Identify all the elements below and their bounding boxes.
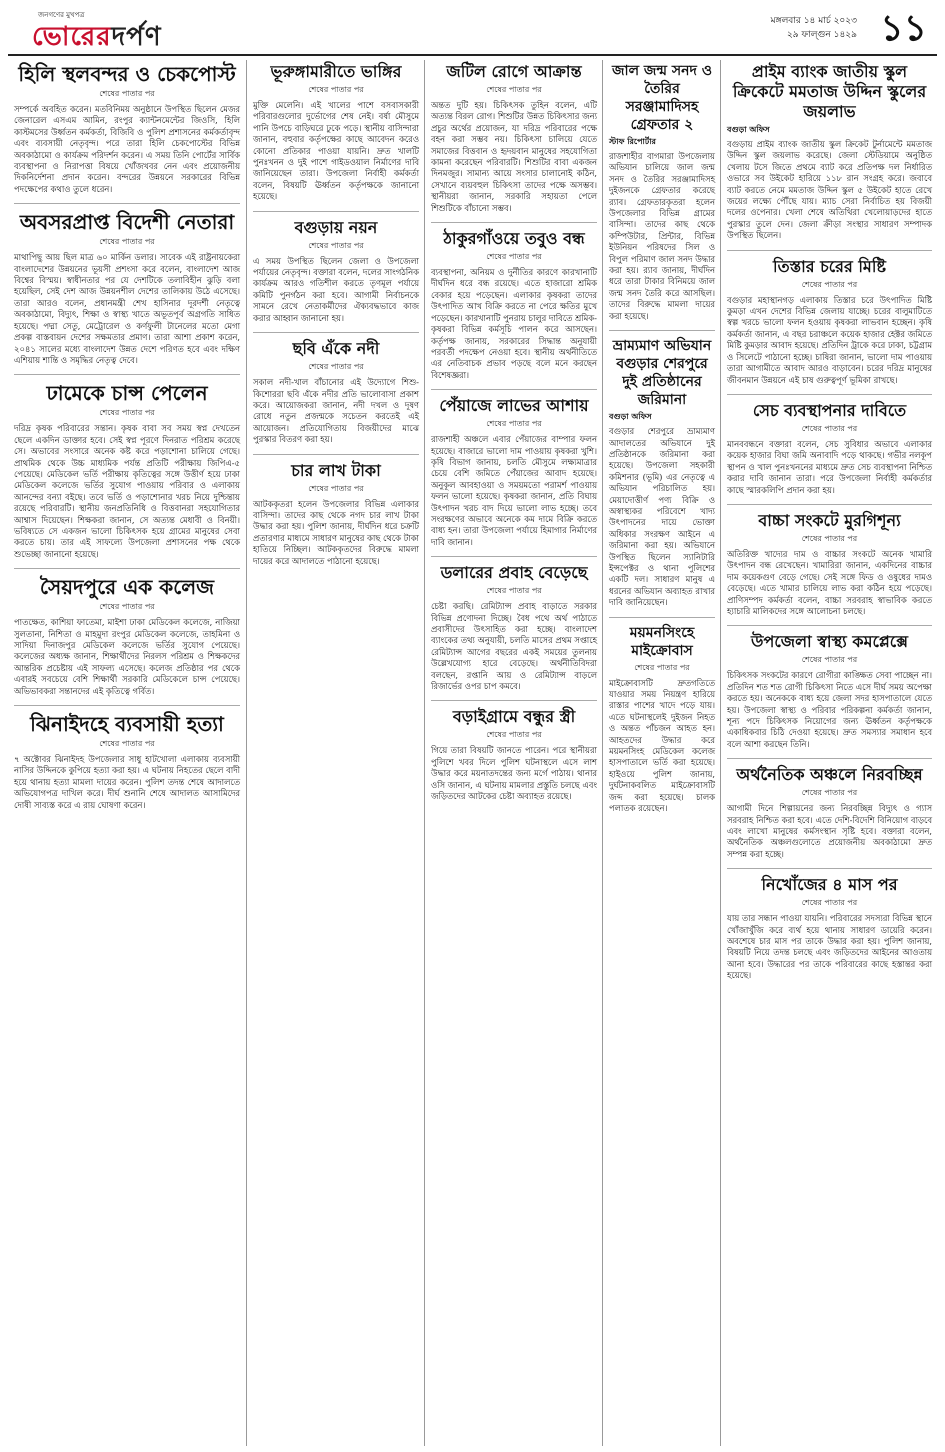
article-chobi bbox=[253, 339, 419, 445]
article-body: মানববন্ধনে বক্তারা বলেন, সেচ সুবিধার অভাবে এলাকার কয়েক হাজার বিঘা জমি অনাবাদি পড়ে থাকছে। গভীর নলকূপ স্থাপন ও খাল পুনঃখননের মাধ্যমে দ্রুত সেচ ব্যবস্থাপনা নিশ্চিত করার দাবি জানান তারা। পরে উপজেলা নির্বাহী কর্মকর্তার কাছে স্মারকলিপি প্রদান করা হয়। bbox=[727, 438, 932, 495]
byline: স্টাফ রিপোর্টার bbox=[609, 136, 656, 146]
divider bbox=[14, 374, 240, 375]
article-body: চিকিৎসক সংকটের কারণে রোগীরা কাঙ্ক্ষিত সেবা পাচ্ছেন না। প্রতিদিন শত শত রোগী চিকিৎসা নিতে এসে দীর্ঘ সময় অপেক্ষা করতে হয়। অনেককে বাধ্য হয়ে জেলা সদর হাসপাতালে যেতে হয়। উপজেলা স্বাস্থ্য ও পরিবার পরিকল্পনা কর্মকর্তা জানান, শূন্য পদে চিকিৎসক নিয়োগের জন্য ঊর্ধ্বতন কর্তৃপক্ষকে একাধিকবার চিঠি দেওয়া হয়েছে। দ্রুত সমস্যার সমাধান হবে বলে আশা করছেন তিনি। bbox=[727, 670, 932, 749]
divider bbox=[609, 617, 715, 618]
article-body: পাতক্ষেত, কাশিয়া ফাতেমা, মাইশা ঢাকা মেডিকেল কলেজে, নাজিয়া সুলতানা, নিশিতা ও মাহমুদা রংপুর মেডিকেল কলেজে, তাহমিনা ও সাদিয়া দিনাজপুর মেডিকেল কলেজে ভর্তির সুযোগ পেয়েছে। কলেজের অধ্যক্ষ জানান, শিক্ষার্থীদের নিরলস পরিশ্রম ও শিক্ষকদের আন্তরিক প্রচেষ্টায় এই সাফল্য এসেছে। কলেজ প্রতিষ্ঠার পর থেকে এবারই সবচেয়ে বেশি শিক্ষার্থী সরকারি মেডিকেলে চান্স পেয়েছে। অভিভাবকরা সন্তানদের এই কৃতিত্বে গর্বিত। bbox=[14, 617, 240, 696]
article-body: আটককৃতরা হলেন উপজেলার বিভিন্ন এলাকার বাসিন্দা। তাদের কাছ থেকে নগদ চার লাখ টাকা উদ্ধার করা হয়। পুলিশ জানায়, দীর্ঘদিন ধরে চক্রটি প্রতারণার মাধ্যমে সাধারণ মানুষের কাছ থেকে টাকা হাতিয়ে নিচ্ছিল। আটককৃতদের বিরুদ্ধে মামলা দায়ের করে আদালতে পাঠানো হয়েছে। bbox=[253, 498, 419, 566]
divider bbox=[727, 394, 932, 395]
headline: ভ্রাম্যমাণ অভিযান বগুড়ার শেরপুরে দুই প্রতিষ্ঠানের জরিমানা bbox=[612, 338, 712, 409]
article-borotila bbox=[431, 707, 597, 802]
article-body: চেষ্টা করছি। রেমিট্যান্স প্রবাহ বাড়াতে সরকার বিভিন্ন প্রণোদনা দিচ্ছে। বৈধ পথে অর্থ পাঠাতে প্রবাসীদের উৎসাহিত করা হচ্ছে। বাংলাদেশ ব্যাংকের তথ্য অনুযায়ী, চলতি মাসের প্রথম সপ্তাহে রেমিট্যান্স আগের বছরের একই সময়ের তুলনায় উল্লেখযোগ্য হারে বেড়েছে। অর্থনীতিবিদরা বলছেন, রপ্তানি আয় ও রেমিট্যান্স বাড়লে রিজার্ভের ওপর চাপ কমবে। bbox=[431, 601, 597, 692]
divider bbox=[727, 758, 932, 759]
continued-label: শেষের পাতার পর bbox=[486, 252, 542, 262]
headline: বগুড়ায় নয়ন bbox=[294, 217, 378, 237]
continued-label: শেষের পাতার পর bbox=[99, 237, 155, 247]
article-body: যায় তার সন্ধান পাওয়া যায়নি। পরিবারের সদস্যরা বিভিন্ন স্থানে খোঁজাখুঁজি করে ব্যর্থ হয়ে থানায় সাধারণ ডায়েরি করেন। অবশেষে চার মাস পর তাকে উদ্ধার করা হয়। পুলিশ জানায়, বিষয়টি নিয়ে তদন্ত চলছে এবং জড়িতদের আইনের আওতায় আনা হবে। উদ্ধারের পর তাকে পরিবারের কাছে হস্তান্তর করা হয়েছে। bbox=[727, 913, 932, 981]
newspaper-page bbox=[8, 6, 937, 1446]
divider bbox=[727, 625, 932, 626]
article-saidpur bbox=[14, 575, 240, 697]
article-body: ব্যবস্থাপনা, অনিয়ম ও দুর্নীতির কারণে কারখানাটি দীর্ঘদিন ধরে বন্ধ রয়েছে। এতে হাজারো শ্রমিক বেকার হয়ে পড়েছেন। এলাকার কৃষকরা তাদের উৎপাদিত আখ বিক্রি করতে না পেরে ক্ষতির মুখে পড়েছেন। কারখানাটি পুনরায় চালুর দাবিতে শ্রমিক-কৃষকরা বিভিন্ন কর্মসূচি পালন করে আসছেন। কর্তৃপক্ষ জানায়, সরকারের সিদ্ধান্ত অনুযায়ী পরবর্তী পদক্ষেপ নেওয়া হবে। স্থানীয় অর্থনীতিতে এর নেতিবাচক প্রভাব পড়ছে বলে মনে করছেন বিশেষজ্ঞরা। bbox=[431, 267, 597, 380]
headline: চার লাখ টাকা bbox=[291, 460, 381, 480]
divider bbox=[727, 504, 932, 505]
article-hili bbox=[14, 62, 240, 195]
divider bbox=[727, 250, 932, 251]
article-upazila bbox=[727, 632, 932, 750]
continued-label: শেষের পাতার পর bbox=[99, 602, 155, 612]
continued-label: শেষের পাতার পর bbox=[308, 362, 364, 372]
article-dollar bbox=[431, 563, 597, 692]
divider bbox=[431, 222, 597, 223]
headline: বাচ্চা সংকটে মুরগিশূন্য bbox=[758, 510, 901, 530]
article-nikhoj bbox=[727, 875, 932, 981]
headline: ঝিনাইদহে ব্যবসায়ী হত্যা bbox=[30, 712, 224, 737]
column-3 bbox=[424, 60, 603, 1446]
logo-right: দর্পণ bbox=[111, 22, 162, 52]
article-tista bbox=[727, 257, 932, 386]
article-body: রাজশাহীর বাগমারা উপজেলায় অভিযান চালিয়ে জাল জন্ম সনদ ও তৈরির সরঞ্জামাদিসহ দুইজনকে গ্রেফতার করেছে র‌্যাব। গ্রেফতারকৃতরা হলেন উপজেলার বিভিন্ন গ্রামের বাসিন্দা। তাদের কাছ থেকে কম্পিউটার, প্রিন্টার, বিভিন্ন ইউনিয়ন পরিষদের সিল ও বিপুল পরিমাণ জাল সনদ উদ্ধার করা হয়। র‌্যাব জানায়, দীর্ঘদিন ধরে তারা টাকার বিনিময়ে জাল জন্ম সনদ তৈরি করে আসছিল। তাদের বিরুদ্ধে মামলা দায়ের করা হয়েছে। bbox=[609, 151, 715, 321]
divider bbox=[253, 211, 419, 212]
article-body: আগামী দিনে শিল্পায়নের জন্য নিরবচ্ছিন্ন বিদ্যুৎ ও গ্যাস সরবরাহ নিশ্চিত করা হবে। এতে দেশি-বিদেশি বিনিয়োগ বাড়বে এবং লাখো মানুষের কর্মসংস্থান সৃষ্টি হবে। বক্তারা বলেন, অর্থনৈতিক অঞ্চলগুলোতে প্রয়োজনীয় অবকাঠামো দ্রুত সম্পন্ন করা হচ্ছে। bbox=[727, 803, 932, 859]
divider bbox=[14, 203, 240, 204]
article-orthonoitik bbox=[727, 765, 932, 860]
continued-label: শেষের পাতার পর bbox=[801, 788, 858, 798]
continued-label: শেষের পাতার পর bbox=[486, 85, 542, 94]
article-body: বগুড়ার মহাস্থানগড় এলাকায় তিস্তার চরে উৎপাদিত মিষ্টি কুমড়া এখন দেশের বিভিন্ন জেলায় যাচ্ছে। চরের বালুমাটিতে স্বল্প খরচে ভালো ফলন হওয়ায় কৃষকরা লাভবান হচ্ছেন। কৃষি কর্মকর্তা জানান, এ বছর চরাঞ্চলে কয়েক হাজার হেক্টর জমিতে মিষ্টি কুমড়ার আবাদ হয়েছে। প্রতিদিন ট্রাকে করে ঢাকা, চট্টগ্রাম ও সিলেটে পাঠানো হচ্ছে। চাষিরা জানান, ভালো দাম পাওয়ায় তারা আগামীতে আবাদ আরও বাড়াবেন। চরের দরিদ্র মানুষের জীবনমান উন্নয়নে এই চাষ গুরুত্বপূর্ণ ভূমিকা রাখছে। bbox=[727, 294, 932, 385]
column-4 bbox=[602, 60, 721, 1446]
date-gregorian: মঙ্গলবার ১৪ মার্চ ২০২৩ bbox=[770, 16, 857, 26]
byline: বগুড়া অফিস bbox=[609, 411, 652, 422]
continued-label: শেষের পাতার পর bbox=[308, 483, 364, 493]
continued-label: শেষের পাতার পর bbox=[486, 586, 542, 596]
article-jotil bbox=[431, 62, 597, 214]
continued-label: শেষের পাতার পর bbox=[801, 533, 858, 543]
continued-label: শেষের পাতার পর bbox=[801, 423, 858, 433]
article-body: রাজশাহী অঞ্চলে এবার পেঁয়াজের বাম্পার ফলন হয়েছে। বাজারে ভালো দাম পাওয়ায় কৃষকরা খুশি। কৃষি বিভাগ জানায়, চলতি মৌসুমে লক্ষ্যমাত্রার চেয়ে বেশি জমিতে পেঁয়াজের আবাদ হয়েছে। অনুকূল আবহাওয়া ও সময়মতো পরামর্শ পাওয়ায় ফলন ভালো হয়েছে। কৃষকরা জানান, প্রতি বিঘায় উৎপাদন খরচ বাদ দিয়ে ভালো লাভ হচ্ছে। তবে সংরক্ষণের অভাবে অনেকে কম দামে বিক্রি করতে বাধ্য হন। তারা উপজেলা পর্যায়ে হিমাগার নির্মাণের দাবি জানান। bbox=[431, 434, 597, 547]
article-dhaka bbox=[14, 381, 240, 560]
headline: অবসরপ্রাপ্ত বিদেশী নেতারা bbox=[19, 210, 235, 235]
article-body: ৭ অক্টোবর ঝিনাইদহ উপজেলার সাধু হাটখোলা এলাকায় ব্যবসায়ী নাসির উদ্দিনকে কুপিয়ে হত্যা করা হয়। এ ঘটনায় নিহতের ছেলে বাদী হয়ে থানায় হত্যা মামলা দায়ের করেন। পুলিশ তদন্ত শেষে আদালতে অভিযোগপত্র দাখিল করে। দীর্ঘ শুনানি শেষে আদালত আসামিদের দোষী সাব্যস্ত করে এ রায় ঘোষণা করেন। bbox=[14, 754, 240, 810]
continued-label: শেষের পাতার পর bbox=[99, 739, 155, 749]
headline: হিলি স্থলবন্দর ও চেকপোস্ট bbox=[18, 62, 236, 86]
headline: ছবি এঁকে নদী bbox=[292, 339, 380, 359]
headline: নিখোঁজের ৪ মাস পর bbox=[761, 875, 898, 895]
continued-label: শেষের পাতার পর bbox=[486, 730, 542, 740]
date-bangla: ২৯ ফাল্গুন ১৪২৯ bbox=[786, 30, 857, 40]
headline: সেচ ব্যবস্থাপনার দাবিতে bbox=[752, 400, 907, 420]
article-thakurgaon bbox=[431, 229, 597, 381]
divider bbox=[253, 332, 419, 333]
article-body: অন্তত দুটি হয়। চিকিৎসক তুহিন বলেন, এটি অত্যন্ত বিরল রোগ। শিশুটির উন্নত চিকিৎসার জন্য প্রচুর অর্থের প্রয়োজন, যা দরিদ্র পরিবারের পক্ষে বহন করা সম্ভব নয়। চিকিৎসা চালিয়ে যেতে সমাজের বিত্তবান ও হৃদয়বান মানুষের সহযোগিতা কামনা করেছেন পরিবারটি। শিশুটির বাবা একজন দিনমজুর। সামান্য আয়ে সংসার চালানোই কঠিন, সেখানে ব্যয়বহুল চিকিৎসা তাদের পক্ষে অসম্ভব। স্থানীয়রা জানান, সরকারি সহায়তা পেলে শিশুটিকে বাঁচানো সম্ভব। bbox=[431, 100, 597, 213]
article-char-lakh bbox=[253, 461, 419, 567]
article-peyaj bbox=[431, 396, 597, 548]
column-1 bbox=[8, 60, 246, 1446]
headline: জাল জন্ম সনদ ও তৈরির সরঞ্জামাদিসহ গ্রেফতার ২ bbox=[611, 63, 713, 133]
article-jhenaidah bbox=[14, 712, 240, 811]
article-body: মাইক্রোবাসটি দ্রুতগতিতে যাওয়ার সময় নিয়ন্ত্রণ হারিয়ে রাস্তার পাশের খাদে পড়ে যায়। এতে ঘটনাস্থলেই দুইজন নিহত ও অন্তত পাঁচজন আহত হন। আহতদের উদ্ধার করে ময়মনসিংহ মেডিকেল কলেজ হাসপাতালে ভর্তি করা হয়েছে। হাইওয়ে পুলিশ জানায়, দুর্ঘটনাকবলিত মাইক্রোবাসটি জব্দ করা হয়েছে। চালক পলাতক রয়েছেন। bbox=[609, 677, 715, 814]
continued-label: শেষের পাতার পর bbox=[99, 408, 155, 418]
article-bhurungamari bbox=[253, 62, 419, 203]
article-mymensingh bbox=[609, 624, 715, 815]
headline: বড়াইগ্রামে বন্ধুর স্ত্রী bbox=[452, 707, 576, 727]
article-prime-bank bbox=[727, 62, 932, 242]
article-body: অতিরিক্ত খাদ্যের দাম ও বাচ্চার সংকটে অনেক খামারি উৎপাদন বন্ধ রেখেছেন। খামারিরা জানান, একদিনের বাচ্চার দাম কয়েকগুণ বেড়ে গেছে। সেই সঙ্গে ফিড ও ওষুধের দামও বেড়েছে। এতে খামার চালিয়ে লাভ করা কঠিন হয়ে পড়েছে। প্রাণিসম্পদ কর্মকর্তা বলেন, বাচ্চা সরবরাহ স্বাভাবিক করতে হ্যাচারি মালিকদের সঙ্গে আলোচনা চলছে। bbox=[727, 548, 932, 616]
headline: ভূরুঙ্গামারীতে ভাঙ্গির bbox=[270, 62, 402, 81]
logo-left: ভোরের bbox=[32, 22, 112, 52]
headline: উপজেলা স্বাস্থ্য কমপ্লেক্সে bbox=[751, 632, 908, 652]
article-abosor bbox=[14, 210, 240, 366]
divider bbox=[431, 389, 597, 390]
continued-label: শেষের পাতার পর bbox=[486, 419, 542, 429]
article-body: সম্পর্কে অবহিত করেন। মতবিনিময় অনুষ্ঠানে উপস্থিত ছিলেন মেজর জেনারেল এসএম আমিন, রংপুর ক্যান্টনমেন্টের জিওসি, হিলি কাস্টমসের উর্ধ্বতন কর্মকর্তা, বিজিবি ও পুলিশ প্রশাসনের কর্মকর্তাবৃন্দ এবং ব্যবসায়ী নেতৃবৃন্দ। পরে তারা হিলি চেকপোস্টের বিভিন্ন অবকাঠামো ও কার্যক্রম পরিদর্শন করেন। এ সময় তিনি পোর্টের সার্বিক ব্যবস্থাপনা ও নিরাপত্তা বিষয়ে খোঁজখবর নেন এবং প্রয়োজনীয় দিকনির্দেশনা প্রদান করেন। বন্দরের উন্নয়নে সরকারের বিভিন্ন পদক্ষেপের কথাও তুলে ধরেন। bbox=[14, 104, 240, 194]
headline: পেঁয়াজে লাভের আশায় bbox=[439, 396, 589, 416]
continued-label: শেষের পাতার পর bbox=[634, 662, 690, 672]
headline: ঠাকুরগাঁওয়ে তবুও বন্ধ bbox=[443, 229, 585, 249]
tagline: জনগণের মুখপত্র bbox=[38, 11, 85, 19]
continued-label: শেষের পাতার পর bbox=[801, 655, 858, 665]
continued-label: শেষের পাতার পর bbox=[308, 85, 364, 94]
article-sherpur bbox=[609, 337, 715, 609]
article-body: এ সময় উপস্থিত ছিলেন জেলা ও উপজেলা পর্যায়ের নেতৃবৃন্দ। বক্তারা বলেন, দলের সাংগঠনিক কার্যক্রম আরও গতিশীল করতে তৃণমূল পর্যায়ে কমিটি পুনর্গঠন করা হবে। আগামী নির্বাচনকে সামনে রেখে নেতাকর্মীদের ঐক্যবদ্ধভাবে কাজ করার আহ্বান জানানো হয়। bbox=[253, 255, 419, 323]
divider bbox=[14, 568, 240, 569]
article-body: মুক্তি মেলেনি। এই খালের পাশে বসবাসকারী পরিবারগুলোর দুর্ভোগের শেষ নেই। বর্ষা মৌসুমে পানি উপচে বাড়িঘরে ঢুকে পড়ে। স্থানীয় বাসিন্দারা জানান, বহুবার কর্তৃপক্ষের কাছে আবেদন করেও কোনো প্রতিকার পাওয়া যায়নি। দ্রুত খালটি পুনঃখনন ও দুই পাশে গাইডওয়াল নির্মাণের দাবি জানিয়েছেন তারা। উপজেলা নির্বাহী কর্মকর্তা বলেন, বিষয়টি ঊর্ধ্বতন কর্তৃপক্ষকে জানানো হয়েছে। bbox=[253, 100, 419, 202]
headline: প্রাইম ব্যাংক জাতীয় স্কুল ক্রিকেটে মমতাজ উদ্দিন স্কুলের জয়লাভ bbox=[732, 62, 927, 121]
article-body: দরিদ্র কৃষক পরিবারের সন্তান। কৃষক বাবা সব সময় স্বপ্ন দেখতেন ছেলে একদিন ডাক্তার হবে। সেই স্বপ্ন পূরণে দিনরাত পরিশ্রম করেছে সে। অভাবের সংসারে অনেক কষ্ট করে পড়াশোনা চালিয়ে গেছে। প্রাথমিক থেকে উচ্চ মাধ্যমিক পর্যন্ত প্রতিটি পরীক্ষায় জিপিএ-৫ পেয়েছে। মেডিকেল ভর্তি পরীক্ষায় কৃতিত্বের সঙ্গে উত্তীর্ণ হয়ে ঢাকা মেডিকেল কলেজে ভর্তির সুযোগ পাওয়ায় পরিবার ও এলাকায় আনন্দের বন্যা বইছে। তবে ভর্তি ও পড়াশোনার খরচ নিয়ে দুশ্চিন্তায় রয়েছে পরিবারটি। স্থানীয় জনপ্রতিনিধি ও বিত্তবানরা সহযোগিতার আশ্বাস দিয়েছেন। শিক্ষকরা জানান, সে অত্যন্ত মেধাবী ও বিনয়ী। ভবিষ্যতে সে একজন ভালো চিকিৎসক হয়ে গ্রামের মানুষের সেবা করতে চায়। তার এই সাফল্যে উপজেলা প্রশাসনের পক্ষ থেকে শুভেচ্ছা জানানো হয়েছে। bbox=[14, 423, 240, 559]
article-body: বগুড়ায় প্রাইম ব্যাংক জাতীয় স্কুল ক্রিকেট টুর্নামেন্টে মমতাজ উদ্দিন স্কুল জয়লাভ করেছে। জেলা স্টেডিয়ামে অনুষ্ঠিত খেলায় টসে জিতে প্রথমে ব্যাট করে প্রতিপক্ষ দল নির্ধারিত ওভারে সব উইকেট হারিয়ে ১১৮ রান সংগ্রহ করে। জবাবে ব্যাট করতে নেমে মমতাজ উদ্দিন স্কুল ৫ উইকেট হাতে রেখে জয়ের লক্ষ্যে পৌঁছে যায়। ম্যাচ সেরা নির্বাচিত হয় বিজয়ী দলের ওপেনার। খেলা শেষে অতিথিরা খেলোয়াড়দের হাতে পুরস্কার তুলে দেন। জেলা ক্রীড়া সংস্থার সাধারণ সম্পাদক উপস্থিত ছিলেন। bbox=[727, 139, 932, 241]
article-body: মাথাপিছু আয় ছিল মাত্র ৬০ মার্কিন ডলার। সাবেক এই রাষ্ট্রনায়কেরা বাংলাদেশের উন্নয়নের ভূয়সী প্রশংসা করে বলেন, বাংলাদেশ আজ বিশ্বের বিস্ময়। স্বাধীনতার পর যে দেশটিকে তলাবিহীন ঝুড়ি বলা হয়েছিল, সেই দেশ আজ উন্নয়নশীল দেশের তালিকায় উঠে এসেছে। তারা আরও বলেন, প্রধানমন্ত্রী শেখ হাসিনার দূরদর্শী নেতৃত্বে অবকাঠামো, বিদ্যুৎ, শিক্ষা ও স্বাস্থ্য খাতে অভূতপূর্ব অগ্রগতি সাধিত হয়েছে। পদ্মা সেতু, মেট্রোরেল ও কর্ণফুলী টানেলের মতো মেগা প্রকল্প বাস্তবায়ন দেশের সক্ষমতার প্রমাণ। তারা আশা প্রকাশ করেন, ২০৪১ সালের মধ্যে বাংলাদেশ উন্নত দেশে পরিণত হবে এবং দক্ষিণ এশিয়ায় শান্তি ও সমৃদ্ধির নেতৃত্ব দেবে। bbox=[14, 252, 240, 365]
article-sech bbox=[727, 401, 932, 496]
divider bbox=[431, 556, 597, 557]
article-bogura-noyon bbox=[253, 218, 419, 324]
article-jal-jonmo bbox=[609, 62, 715, 322]
byline: বগুড়া অফিস bbox=[727, 124, 770, 134]
continued-label: শেষের পাতার পর bbox=[801, 898, 858, 908]
article-body: বগুড়ার শেরপুরে ভ্রাম্যমাণ আদালতের অভিযানে দুই প্রতিষ্ঠানকে জরিমানা করা হয়েছে। উপজেলা সহকারী কমিশনার (ভূমি) এর নেতৃত্বে এ অভিযান পরিচালিত হয়। মেয়াদোত্তীর্ণ পণ্য বিক্রি ও অস্বাস্থ্যকর পরিবেশে খাদ্য উৎপাদনের দায়ে ভোক্তা অধিকার সংরক্ষণ আইনে এ জরিমানা করা হয়। অভিযানে উপস্থিত ছিলেন স্যানিটারি ইন্সপেক্টর ও থানা পুলিশের একটি দল। সাধারণ মানুষ এ ধরনের অভিযান অব্যাহত রাখার দাবি জানিয়েছেন। bbox=[609, 426, 715, 608]
newspaper-logo bbox=[32, 16, 162, 60]
article-body: গিয়ে তারা বিষয়টি জানতে পারেন। পরে স্থানীয়রা পুলিশে খবর দিলে পুলিশ ঘটনাস্থলে এসে লাশ উদ্ধার করে ময়নাতদন্তের জন্য মর্গে পাঠায়। থানার ওসি জানান, এ ঘটনায় মামলার প্রস্তুতি চলছে এবং জড়িতদের আটকের চেষ্টা অব্যাহত রয়েছে। bbox=[431, 745, 598, 802]
headline: সৈয়দপুরে এক কলেজ bbox=[39, 575, 215, 600]
headline: তিস্তার চরের মিষ্টি bbox=[773, 256, 886, 276]
date-block bbox=[771, 14, 857, 42]
headline: ঢামেকে চান্স পেলেন bbox=[46, 381, 208, 406]
divider bbox=[609, 330, 715, 331]
headline: জটিল রোগে আক্রান্ত bbox=[446, 62, 582, 81]
divider bbox=[727, 868, 932, 869]
headline: ময়মনসিংহে মাইক্রোবাস bbox=[629, 624, 695, 659]
headline: ডলারের প্রবাহ বেড়েছে bbox=[440, 563, 588, 583]
divider bbox=[14, 705, 240, 706]
divider bbox=[253, 454, 419, 455]
column-2 bbox=[246, 60, 425, 1446]
divider bbox=[431, 700, 597, 701]
column-5 bbox=[720, 60, 938, 1446]
headline: অর্থনৈতিক অঞ্চলে নিরবচ্ছিন্ন bbox=[736, 765, 923, 785]
article-baccha bbox=[727, 511, 932, 617]
masthead bbox=[8, 6, 937, 56]
continued-label: শেষের পাতার পর bbox=[801, 279, 858, 289]
article-body: সকাল নদী-খাল বাঁচানোর এই উদ্যোগে শিশু-কিশোররা ছবি এঁকে নদীর প্রতি ভালোবাসা প্রকাশ করে। আয়োজকরা জানান, নদী দখল ও দূষণ রোধে নতুন প্রজন্মকে সচেতন করতেই এই আয়োজন। প্রতিযোগিতায় বিজয়ীদের মাঝে পুরস্কার বিতরণ করা হয়। bbox=[253, 377, 419, 445]
columns bbox=[8, 60, 937, 1446]
continued-label: শেষের পাতার পর bbox=[99, 89, 155, 98]
continued-label: শেষের পাতার পর bbox=[308, 240, 364, 250]
page-number: ১১ bbox=[880, 7, 927, 49]
